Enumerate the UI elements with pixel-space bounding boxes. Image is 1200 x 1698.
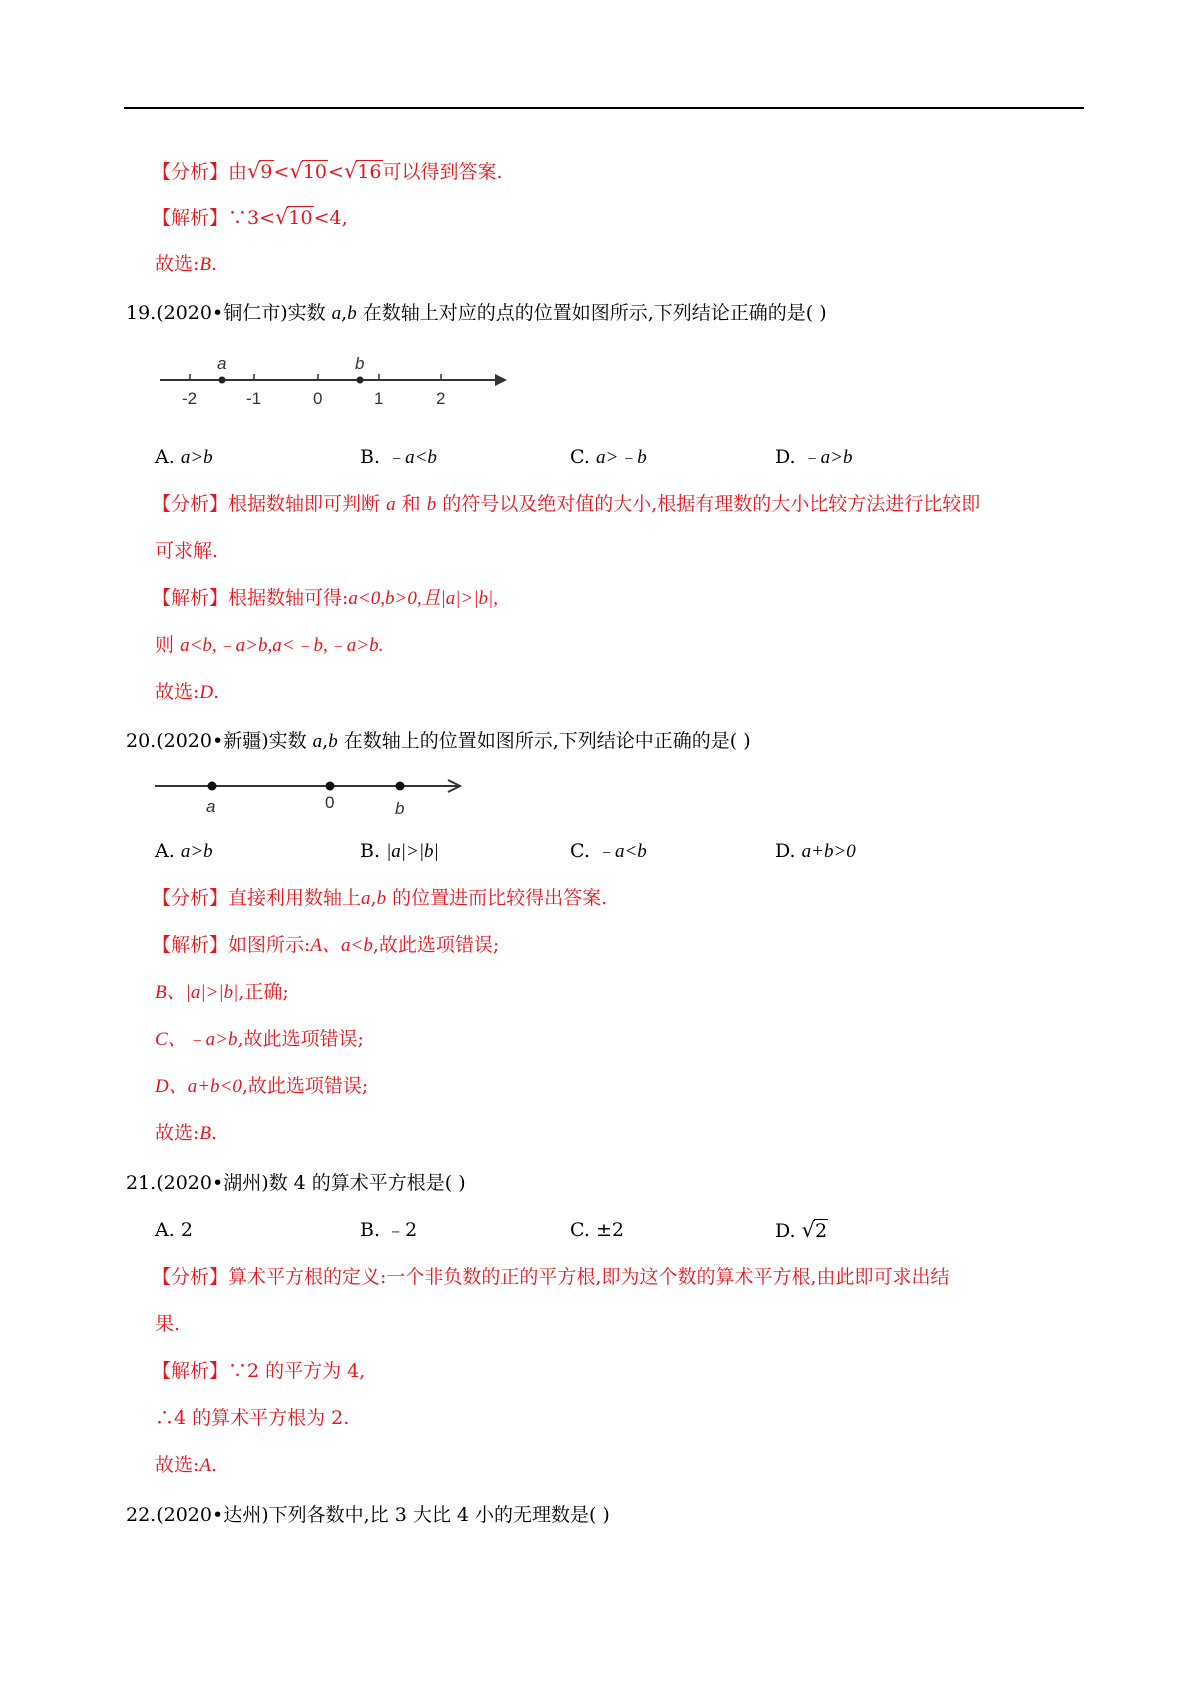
q21-analysis: 【分析】算术平方根的定义:一个非负数的正的平方根,即为这个数的算术平方根,由此即可求出结 [152, 1266, 950, 1288]
q19-point-b [357, 377, 364, 384]
q20-label-0: 0 [325, 793, 335, 812]
q19-label-b: b [355, 354, 365, 373]
q20-label-a: a [206, 797, 216, 816]
q19-ticklabel-0: 0 [313, 389, 323, 408]
q20-line-c: C、﹣a>b,故此选项错误; [155, 1028, 364, 1050]
q20-line-d: D、a+b<0,故此选项错误; [155, 1075, 369, 1097]
q19-option-a: A. a>b [155, 446, 213, 468]
q20-label-b: b [395, 799, 405, 818]
q19-point-a [219, 377, 226, 384]
q20-solution: 【解析】如图所示:A、a<b,故此选项错误; [152, 934, 500, 956]
q19-option-c: C. a>﹣b [570, 446, 647, 468]
q19-ticklabel-neg1: -1 [246, 389, 262, 408]
q21-option-a: A. 2 [155, 1219, 193, 1241]
q19-axis-arrow [495, 374, 507, 386]
q19-number-line [155, 352, 505, 412]
q20-analysis: 【分析】直接利用数轴上a,b 的位置进而比较得出答案. [152, 887, 608, 909]
q20-point-a [208, 782, 217, 791]
q21-solution-cont: ∴4 的算术平方根为 2. [155, 1407, 350, 1429]
q20-option-b: B. |a|>|b| [360, 840, 439, 862]
q20-stem: 20.(2020•新疆)实数 a,b 在数轴上的位置如图所示,下列结论中正确的是( ) [126, 730, 751, 752]
q19-answer: 故选:D. [155, 681, 220, 703]
q21-analysis-cont: 果. [155, 1313, 181, 1335]
q22-stem: 22.(2020•达州)下列各数中,比 3 大比 4 小的无理数是( ) [126, 1504, 610, 1526]
q19-ticklabel-1: 1 [374, 389, 384, 408]
q21-option-d: D. √2 [775, 1218, 828, 1242]
q18-analysis: 【分析】由√9<√10<√16可以得到答案. [152, 159, 503, 183]
q19-option-b: B. ﹣a<b [360, 446, 437, 468]
q21-option-c: C. ±2 [570, 1219, 624, 1241]
q20-answer: 故选:B. [155, 1122, 218, 1144]
q19-ticklabel-neg2: -2 [182, 389, 198, 408]
q19-stem: 19.(2020•铜仁市)实数 a,b 在数轴上对应的点的位置如图所示,下列结论正确的是( ) [126, 302, 827, 324]
q20-option-d: D. a+b>0 [775, 840, 856, 862]
q19-analysis: 【分析】根据数轴即可判断 a 和 b 的符号以及绝对值的大小,根据有理数的大小比较方法进行比较即 [152, 493, 981, 515]
q21-solution: 【解析】∵2 的平方为 4, [152, 1360, 366, 1382]
q19-ticklabel-2: 2 [436, 389, 446, 408]
q21-stem: 21.(2020•湖州)数 4 的算术平方根是( ) [126, 1172, 466, 1194]
q19-solution-cont: 则 a<b,﹣a>b,a<﹣b,﹣a>b. [155, 634, 384, 656]
q19-option-d: D. ﹣a>b [775, 446, 853, 468]
q20-line-b: B、|a|>|b|,正确; [155, 981, 289, 1003]
q20-number-line [150, 770, 470, 820]
q21-answer: 故选:A. [155, 1454, 218, 1476]
q18-solution: 【解析】∵3<√10<4, [152, 205, 348, 229]
header-rule [124, 107, 1084, 109]
q21-option-b: B. ﹣2 [360, 1219, 418, 1241]
q20-point-b [396, 782, 405, 791]
q19-label-a: a [217, 354, 227, 373]
q20-option-a: A. a>b [155, 840, 213, 862]
q19-solution: 【解析】根据数轴可得:a<0,b>0,且|a|>|b|, [152, 587, 499, 609]
q19-analysis-cont: 可求解. [155, 540, 219, 562]
q18-answer: 故选:B. [155, 253, 218, 275]
q20-option-c: C. ﹣a<b [570, 840, 647, 862]
q20-point-0 [326, 782, 335, 791]
